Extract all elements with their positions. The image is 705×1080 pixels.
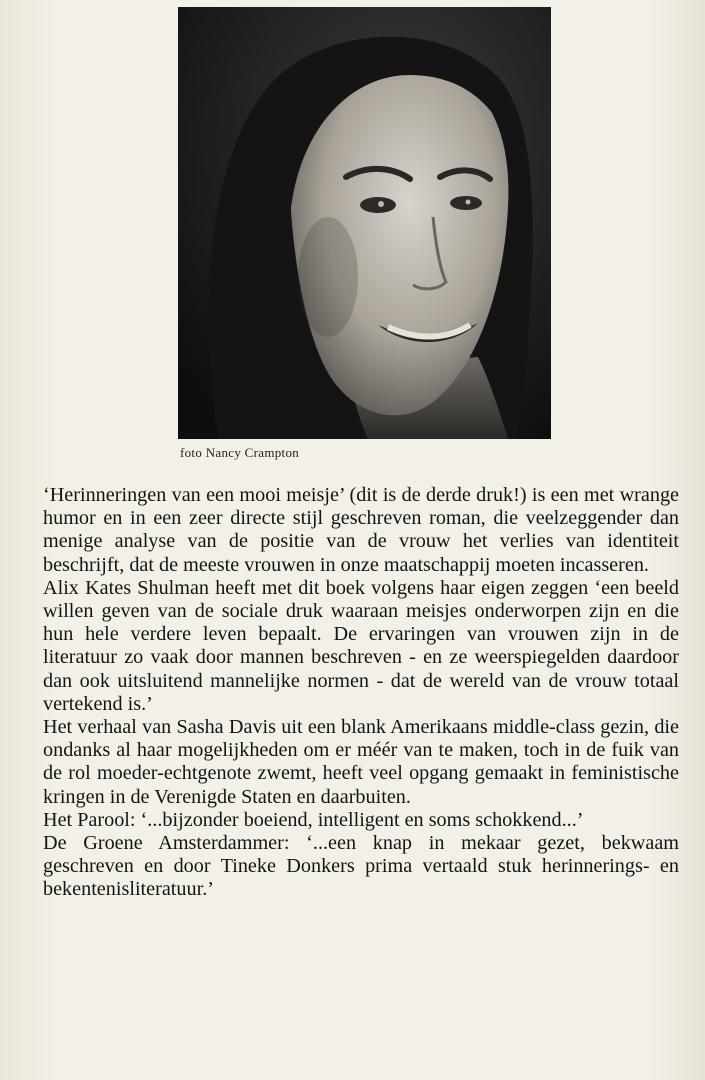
author-portrait-photo bbox=[178, 7, 551, 439]
portrait-illustration bbox=[178, 7, 551, 439]
blurb-text bbox=[43, 484, 679, 902]
press-quote-parool: Het Parool: ‘...bijzonder boeiend, intelligent en soms schokkend...’ bbox=[43, 808, 584, 831]
blurb-paragraph: Het verhaal van Sasha Davis uit een blank Amerikaans middle-class gezin, die ondanks al haar mogelijkheden om er méér van te maken, toch in de fuik van de rol moeder-echtgenote zwemt, heeft veel opgang gemaakt in feministische kringen in de Verenigde Staten en daarbuiten. bbox=[43, 716, 679, 808]
press-quote-groene-amsterdammer: De Groene Amsterdammer: ‘...een knap in mekaar gezet, bekwaam geschreven en door Tineke Donkers prima vertaald stuk herinnerings- en bekentenisliteratuur.’ bbox=[43, 832, 679, 901]
blurb-paragraph: Alix Kates Shulman heeft met dit boek volgens haar eigen zeggen ‘een beeld willen geven van de sociale druk waaraan meisjes onderworpen zijn en die hun hele verdere leven bepaalt. De ervaringen van vrouwen zijn in de literatuur zo vaak door mannen beschreven - en ze weerspiegelden daardoor dan ook uitsluitend mannelijke normen - dat de wereld van de vrouw totaal vertekend is.’ bbox=[43, 576, 679, 715]
blurb-paragraph: ‘Herinneringen van een mooi meisje’ (dit is de derde druk!) is een met wrange humor en in een zeer directe stijl geschreven roman, die veelzeggender dan menige analyse van de positie van de vrouw het verlies van identiteit beschrijft, dat de meeste vrouwen in onze maatschappij moeten incasseren. bbox=[43, 484, 679, 576]
photo-credit-caption: foto Nancy Crampton bbox=[180, 445, 300, 460]
